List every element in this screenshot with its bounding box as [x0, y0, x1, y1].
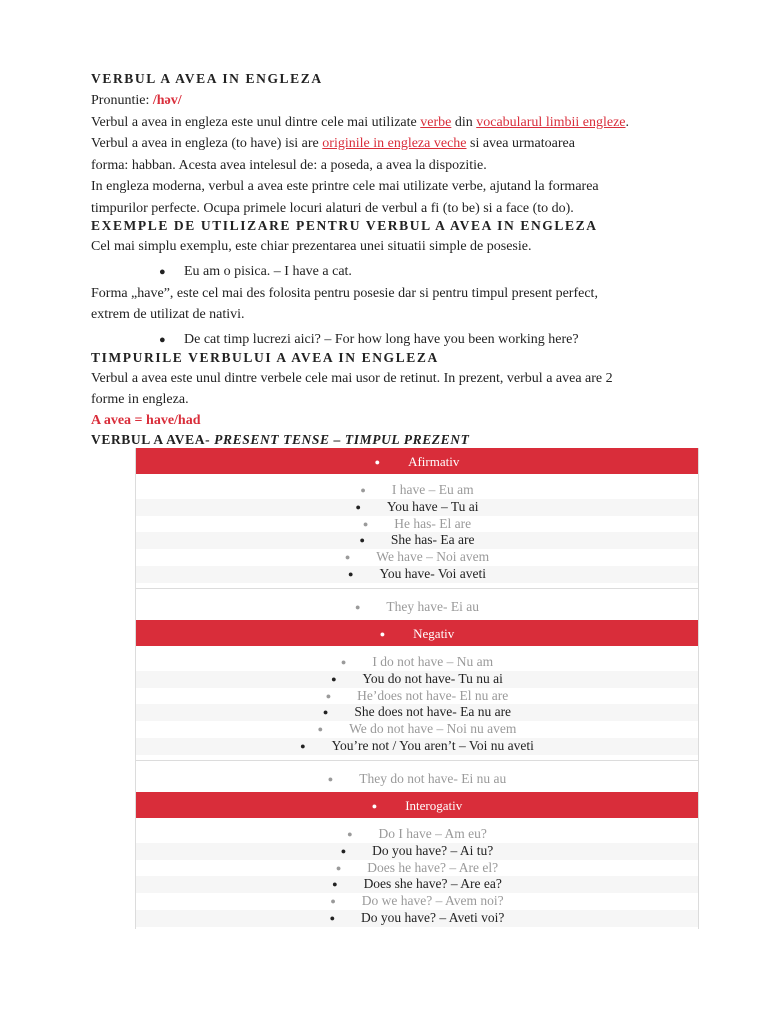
- table-cell: We do not have – Noi nu avem: [349, 721, 517, 737]
- text: din: [451, 114, 477, 130]
- list-item-text: De cat timp lucrezi aici? – For how long have you been working here?: [184, 331, 579, 347]
- bullet-icon: ●: [300, 740, 306, 751]
- bullet-icon: ●: [325, 690, 332, 701]
- bullet-icon: ●: [159, 333, 166, 346]
- table-cell: You’re not / You aren’t – Voi nu aveti: [331, 737, 534, 753]
- text: forma: habban. Acesta avea intelesul de: a poseda, a avea la dispozitie.: [91, 157, 487, 173]
- bullet-icon: ●: [340, 845, 347, 856]
- text: forme in engleza.: [91, 392, 189, 407]
- bullet-icon: ●: [354, 601, 361, 612]
- table-interogativ: [135, 792, 699, 929]
- table-row: [136, 532, 698, 549]
- table-row: [136, 588, 698, 623]
- table-cell: They do not have- Ei nu au: [359, 770, 507, 786]
- bullet-icon: ●: [355, 501, 361, 512]
- table-cell: Do you have? – Aveti voi?: [361, 909, 505, 925]
- table-row: [136, 721, 698, 738]
- text: .: [625, 114, 630, 130]
- table-header: [136, 448, 698, 474]
- bullet-icon: ●: [159, 265, 166, 278]
- table-cell: She has- Ea are: [390, 532, 475, 548]
- subheading-text: VERBUL A AVEA-: [91, 431, 215, 447]
- table-cell: You do not have- Tu nu ai: [362, 670, 503, 686]
- table-cell: Does he have? – Are el?: [367, 859, 499, 875]
- table-row: [136, 738, 698, 755]
- table-afirmativ: [135, 448, 699, 624]
- bullet-icon: ●: [348, 568, 354, 579]
- table-cell: They have- Ei au: [386, 598, 480, 614]
- table-row: [136, 654, 698, 671]
- bullet-icon: ●: [317, 724, 324, 735]
- pronunciation-label: Pronuntie:: [91, 93, 153, 108]
- table-cell: He’does not have- El nu are: [357, 687, 509, 703]
- text: timpurilor perfecte. Ocupa primele locuri alaturi de verbul a fi (to be) si a face (to do).: [91, 200, 574, 216]
- link-verbe[interactable]: verbe: [420, 114, 452, 130]
- bullet-icon: ●: [344, 552, 351, 563]
- paragraph-tenses: [91, 368, 701, 411]
- table-header: [136, 620, 698, 646]
- table-cell: You have- Voi aveti: [379, 565, 486, 581]
- paragraph-intro: [91, 112, 701, 134]
- table-cell: You have – Tu ai: [386, 498, 479, 514]
- bullet-icon: ●: [332, 879, 338, 890]
- list-item: [91, 261, 701, 283]
- table-cell: I do not have – Nu am: [372, 654, 494, 669]
- table-row: [136, 671, 698, 688]
- bullet-icon: ●: [329, 912, 336, 923]
- bullet-icon: ●: [374, 457, 381, 467]
- table-cell: Do we have? – Avem noi?: [361, 893, 504, 909]
- table-cell: Does she have? – Are ea?: [363, 876, 502, 892]
- table-cell: I have – Eu am: [391, 482, 474, 497]
- link-origini[interactable]: originile in engleza veche: [322, 136, 467, 151]
- table-row: [136, 860, 698, 877]
- table-header: [136, 792, 698, 818]
- table-row: [136, 516, 698, 533]
- bullet-icon: ●: [362, 518, 369, 529]
- table-row: [136, 549, 698, 566]
- bullet-icon: ●: [335, 862, 342, 873]
- table-row: [136, 876, 698, 893]
- text: Verbul a avea este unul dintre verbele cele mai usor de retinut. In prezent, verbul a avea are 2: [91, 370, 613, 386]
- text: In engleza moderna, verbul a avea este printre cele mai utilizate verbe, ajutand la formarea: [91, 179, 599, 194]
- text: si avea urmatoarea: [466, 136, 575, 151]
- paragraph-modern: [91, 176, 701, 219]
- table-cell: We have – Noi avem: [376, 549, 490, 565]
- table-row: [136, 482, 698, 499]
- bullet-icon: ●: [371, 801, 378, 811]
- formula: A avea = have/had: [91, 412, 201, 428]
- bullet-icon: ●: [322, 707, 329, 718]
- table-row: [136, 499, 698, 516]
- bullet-icon: ●: [327, 773, 334, 784]
- section-heading-examples: EXEMPLE DE UTILIZARE PENTRU VERBUL A AVEA IN ENGLEZA: [91, 218, 598, 233]
- table-cell: Do you have? – Ai tu?: [372, 842, 494, 858]
- table-rows: [136, 474, 698, 588]
- table-row: [136, 566, 698, 583]
- section-heading-tenses: TIMPURILE VERBULUI A AVEA IN ENGLEZA: [91, 349, 439, 365]
- link-vocabular[interactable]: vocabularul limbii engleze: [476, 114, 626, 130]
- table-header-label: Negativ: [413, 626, 455, 641]
- pronunciation: [91, 90, 701, 112]
- bullet-icon: ●: [330, 896, 336, 907]
- text: Verbul a avea in engleza (to have) isi are: [91, 136, 323, 151]
- bullet-icon: ●: [359, 535, 365, 546]
- text: Verbul a avea in engleza este unul dintre cele mai utilizate: [91, 114, 421, 130]
- subheading-present-tense: [91, 431, 701, 449]
- bullet-icon: ●: [340, 657, 347, 667]
- paragraph-example-intro: Cel mai simplu exemplu, este chiar prezentarea unei situatii simple de posesie.: [91, 239, 532, 254]
- pronunciation-ipa: /həv/: [152, 93, 182, 108]
- subheading-italic: PRESENT TENSE – TIMPUL PREZENT: [214, 431, 470, 447]
- table-rows: [136, 646, 698, 760]
- text: extrem de utilizat de nativi.: [91, 307, 245, 322]
- table-row: [136, 704, 698, 721]
- bullet-icon: ●: [379, 629, 386, 639]
- list-item: [91, 329, 701, 351]
- table-header-label: Afirmativ: [408, 454, 460, 469]
- table-cell: Do I have – Am eu?: [378, 826, 487, 841]
- paragraph-forma: [91, 283, 701, 326]
- text: Forma „have”, este cel mai des folosita pentru posesie dar si pentru timpul present perfect,: [91, 285, 598, 301]
- document-body: [91, 66, 701, 449]
- bullet-icon: ●: [347, 829, 353, 839]
- table-row: [136, 688, 698, 705]
- table-row: [136, 826, 698, 843]
- table-negativ: [135, 620, 699, 796]
- table-cell: She does not have- Ea nu are: [354, 704, 512, 720]
- page-title: VERBUL A AVEA IN ENGLEZA: [91, 71, 323, 86]
- table-rows: [136, 818, 698, 929]
- list-item-text: Eu am o pisica. – I have a cat.: [184, 263, 352, 279]
- bullet-icon: ●: [331, 673, 337, 684]
- table-header-label: Interogativ: [405, 798, 463, 813]
- table-row: [136, 893, 698, 910]
- table-row: [136, 910, 698, 927]
- table-row: [136, 760, 698, 795]
- table-cell: He has- El are: [394, 515, 472, 531]
- bullet-icon: ●: [360, 485, 366, 495]
- table-row: [136, 843, 698, 860]
- paragraph-origin: [91, 133, 701, 176]
